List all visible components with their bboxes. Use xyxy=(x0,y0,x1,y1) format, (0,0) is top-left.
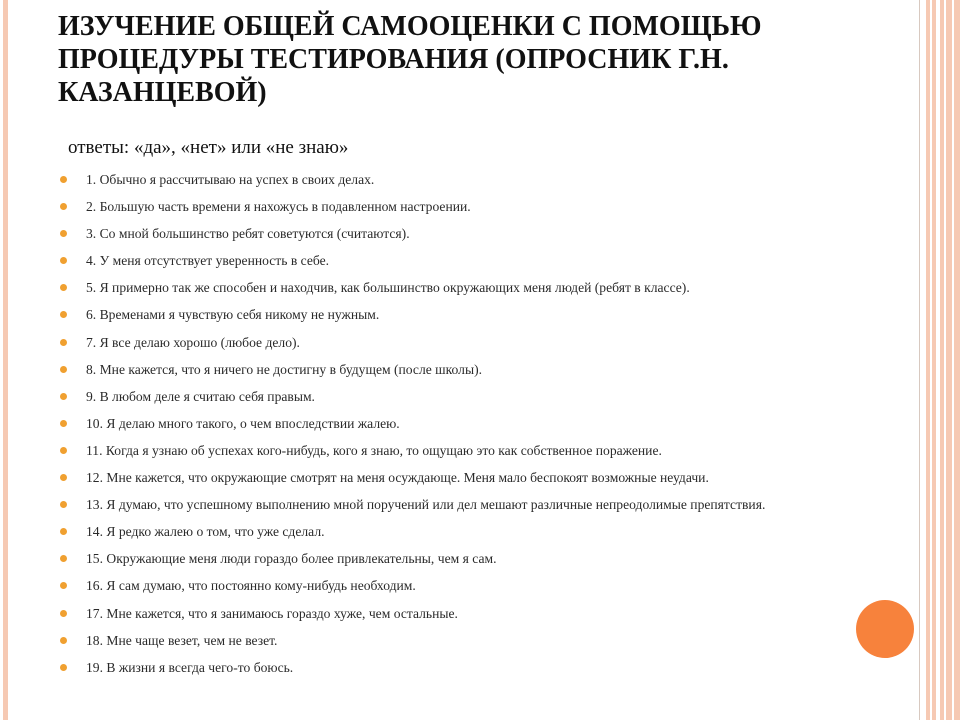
slide-title: ИЗУЧЕНИЕ ОБЩЕЙ САМООЦЕНКИ С ПОМОЩЬЮ ПРОЦЕДУРЫ ТЕСТИРОВАНИЯ (ОПРОСНИК Г.Н. КАЗАНЦЕВОЙ) xyxy=(58,11,762,108)
list-item xyxy=(58,574,898,601)
bullet-dot-icon xyxy=(60,339,67,346)
bullet-dot-icon xyxy=(60,257,67,264)
left-border-stripes xyxy=(0,0,10,720)
list-item xyxy=(58,602,898,629)
decorative-circle-icon xyxy=(856,600,914,658)
question-text: 3. Со мной большинство ребят советуются (считаются). xyxy=(86,226,410,242)
list-item xyxy=(58,195,898,222)
bullet-dot-icon xyxy=(60,637,67,644)
bullet-dot-icon xyxy=(60,420,67,427)
list-item xyxy=(58,222,898,249)
question-text: 6. Временами я чувствую себя никому не нужным. xyxy=(86,307,380,323)
bullet-dot-icon xyxy=(60,610,67,617)
bullet-dot-icon xyxy=(60,203,67,210)
question-text: 8. Мне кажется, что я ничего не достигну в будущем (после школы). xyxy=(86,361,483,377)
bullet-dot-icon xyxy=(60,366,67,373)
list-item xyxy=(58,493,898,520)
bullet-dot-icon xyxy=(60,447,67,454)
list-item xyxy=(58,385,898,412)
question-text: 7. Я все делаю хорошо (любое дело). xyxy=(86,334,300,350)
list-item xyxy=(58,466,898,493)
bullet-dot-icon xyxy=(60,528,67,535)
frame-line xyxy=(919,0,920,720)
question-text: 14. Я редко жалею о том, что уже сделал. xyxy=(86,524,325,540)
question-text: 13. Я думаю, что успешному выполнению мной поручений или дел мешают различные непреодолимые препятствия. xyxy=(86,497,766,513)
bullet-dot-icon xyxy=(60,474,67,481)
bullet-dot-icon xyxy=(60,311,67,318)
bullet-dot-icon xyxy=(60,393,67,400)
bullet-dot-icon xyxy=(60,664,67,671)
question-text: 16. Я сам думаю, что постоянно кому-нибудь необходим. xyxy=(86,578,416,594)
list-item xyxy=(58,412,898,439)
question-text: 17. Мне кажется, что я занимаюсь гораздо хуже, чем остальные. xyxy=(86,605,458,621)
question-text: 2. Большую часть времени я нахожусь в подавленном настроении. xyxy=(86,199,471,215)
question-text: 11. Когда я узнаю об успехах кого-нибудь, кого я знаю, то ощущаю это как собственное поражение. xyxy=(86,442,662,458)
bullet-dot-icon xyxy=(60,582,67,589)
answer-options: ответы: «да», «нет» или «не знаю» xyxy=(68,137,349,158)
question-text: 15. Окружающие меня люди гораздо более привлекательны, чем я сам. xyxy=(86,551,497,567)
list-item xyxy=(58,439,898,466)
bullet-dot-icon xyxy=(60,176,67,183)
question-text: 5. Я примерно так же способен и находчив, как большинство окружающих меня людей (ребят в классе). xyxy=(86,280,690,296)
list-item xyxy=(58,547,898,574)
question-text: 19. В жизни я всегда чего-то боюсь. xyxy=(86,659,294,675)
list-item xyxy=(58,276,898,303)
list-item xyxy=(58,331,898,358)
bullet-dot-icon xyxy=(60,284,67,291)
question-text: 18. Мне чаще везет, чем не везет. xyxy=(86,632,278,648)
list-item xyxy=(58,303,898,330)
list-item xyxy=(58,520,898,547)
bullet-dot-icon xyxy=(60,230,67,237)
bullet-dot-icon xyxy=(60,501,67,508)
question-text: 12. Мне кажется, что окружающие смотрят на меня осуждающе. Меня мало беспокоят возможные неудачи. xyxy=(86,470,709,486)
right-border-stripes xyxy=(926,0,960,720)
question-list xyxy=(58,168,898,683)
question-text: 9. В любом деле я считаю себя правым. xyxy=(86,388,315,404)
list-item xyxy=(58,168,898,195)
list-item xyxy=(58,358,898,385)
list-item xyxy=(58,656,898,683)
bullet-dot-icon xyxy=(60,555,67,562)
list-item xyxy=(58,629,898,656)
question-text: 4. У меня отсутствует уверенность в себе. xyxy=(86,253,330,269)
question-text: 1. Обычно я рассчитываю на успех в своих делах. xyxy=(86,172,375,187)
list-item xyxy=(58,249,898,276)
question-text: 10. Я делаю много такого, о чем впоследствии жалею. xyxy=(86,415,400,431)
